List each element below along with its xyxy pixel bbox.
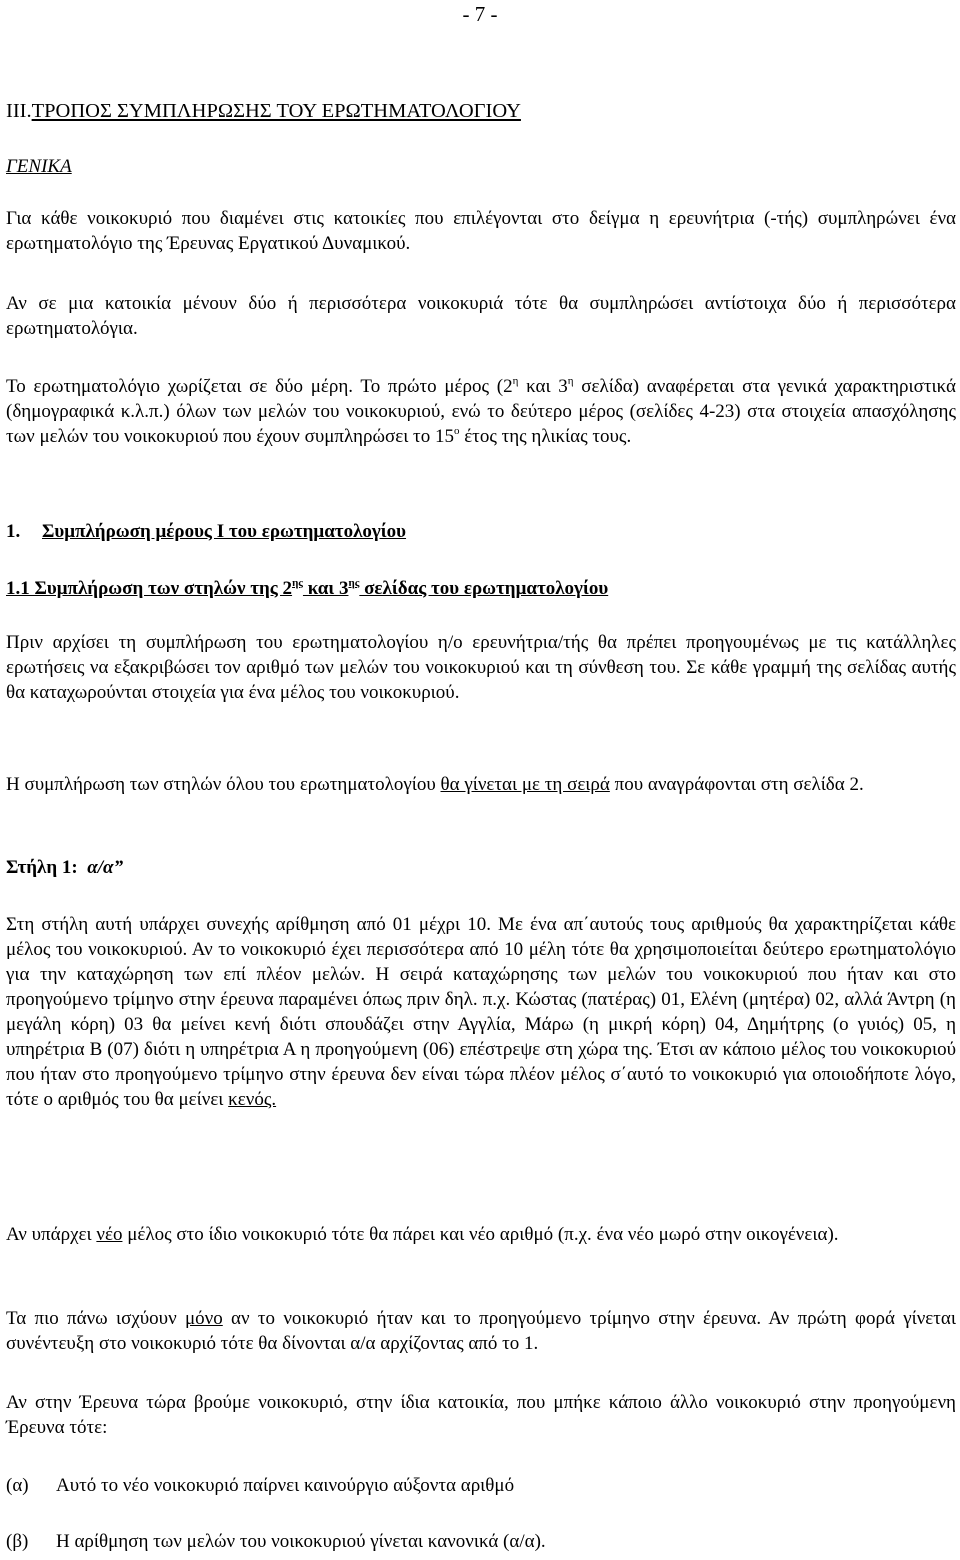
paragraph-intro: Για κάθε νοικοκυριό που διαμένει στις κατοικίες που επιλέγονται στο δείγμα η ερευνήτρια (-τής) συμπληρώνει ένα ερωτηματολόγιο της Έρευνας Εργατικού Δυναμικού.	[6, 208, 956, 254]
list-item: (β) Η αρίθμηση των μελών του νοικοκυριού γίνεται κανονικά (α/α).	[6, 1531, 546, 1552]
heading-columns-pages: 1.1 Συμπλήρωση των στηλών της $2^{\eta\varsigma}$ και $3^{\eta\varsigma}$ σελίδας του ερωτηματολογίου	[6, 576, 609, 599]
paragraph-before-completion: Πριν αρχίσει τη συμπλήρωση του ερωτηματολογίου η/ο ερευνήτρια/τής θα πρέπει προηγουμένως με τις κατάλληλες ερωτήσεις να εξακριβώσει τον αριθμό των μελών του νοικοκυριού και τη σύνθεση του. Σε κάθε γραμμή της σελίδας αυτής θα καταχωρούνται στοιχεία για ένα μέλος του νοικοκυριού.	[6, 632, 957, 703]
page-number: - 7 -	[462, 2, 498, 26]
section-title: ΤΡΟΠΟΣ ΣΥΜΠΛΗΡΩΣΗΣ ΤΟΥ ΕΡΩΤΗΜΑΤΟΛΟΓΙΟΥ	[31, 100, 521, 122]
section-heading	[6, 99, 956, 124]
paragraph-new-member: Αν υπάρχει νέο μέλος στο ίδιο νοικοκυριό τότε θα πάρει και νέο αριθμό (π.χ. ένα νέο μωρό στην οικογένεια).	[6, 1224, 839, 1245]
paragraph-multiple-households: Αν σε μια κατοικία μένουν δύο ή περισσότερα νοικοκυριά τότε θα συμπληρώσει αντίστοιχα δύο ή περισσότερα ερωτηματολόγια.	[6, 293, 956, 339]
column-one-heading: Στήλη 1: α/α”	[6, 857, 124, 878]
list-item: (α) Αυτό το νέο νοικοκυριό παίρνει καινούργιο αύξοντα αριθμό	[6, 1475, 515, 1496]
paragraph-numbering: Στη στήλη αυτή υπάρχει συνεχής αρίθμηση από 01 μέχρι 10. Με ένα απ΄αυτούς τους αριθμούς θα χαρακτηρίζεται κάθε μέλος του νοικοκυριού. Αν το νοικοκυριό έχει περισσότερα από 10 μέλη τότε θα χρησιμοποιείται δεύτερο ερωτηματολόγιο για την καταχώρηση των επί πλέον μελών. Η σειρά καταχώρησης των μελών του νοικοκυριού που ήταν και στο προηγούμενο τρίμηνο στην έρευνα παραμένει όπως πριν δηλ. π.χ. Κώστας (πατέρας) 01, Ελένη (μητέρα) 02, αλλά Άντρη (η μεγάλη κόρη) 03 θα μείνει κενή διότι σπουδάζει στην Αγγλία, Μάρω (η μικρή κόρη) 04, Δημήτρης (ο γυιός) 05, η υπηρέτρια Β (07) διότι η υπηρέτρια Α η προηγούμενη (06) επέστρεψε στη χώρα της. Έτσι αν κάποιο μέλος του νοικοκυριού που ήταν στο προηγούμενο τρίμηνο στην έρευνα δεν είναι τώρα πλέον μέλος σ΄αυτό το νοικοκυριό για οποιοδήποτε λόγο, τότε ο αριθμός του θα μείνει κενός.	[6, 914, 956, 1110]
heading-part-one: 1. Συμπλήρωση μέρους Ι του ερωτηματολογίου	[6, 521, 407, 542]
paragraph-questionnaire-parts: Το ερωτηματολόγιο χωρίζεται σε δύο μέρη. Το πρώτο μέρος ($2^\eta$ και $3^\eta$ σελίδα) αναφέρεται στα γενικά χαρακτηριστικά (δημογραφικά κ.λ.π.) όλων των μελών του νοικοκυριού, ενώ το δεύτερο μέρος (σελίδες 4-23) στα στοιχεία απασχόλησης των μελών του νοικοκυριού που έχουν συμπληρώσει το $15^o$ έτος της ηλικίας τους.	[6, 374, 956, 447]
paragraph-new-household: Αν στην Έρευνα τώρα βρούμε νοικοκυριό, στην ίδια κατοικία, που μπήκε κάποιο άλλο νοικοκυριό στην προηγούμενη Έρευνα τότε:	[6, 1392, 956, 1438]
paragraph-only-previous: Τα πιο πάνω ισχύουν μόνο αν το νοικοκυριό ήταν και το προηγούμενο τρίμηνο στην έρευνα. Αν πρώτη φορά γίνεται συνέντευξη στο νοικοκυριό τότε θα δίνονται α/α αρχίζοντας από το 1.	[6, 1308, 956, 1354]
section-number: III.	[6, 100, 32, 122]
general-heading: ΓΕΝΙΚΑ	[6, 156, 72, 177]
paragraph-order: Η συμπλήρωση των στηλών όλου του ερωτηματολογίου θα γίνεται με τη σειρά που αναγράφονται στη σελίδα 2.	[6, 774, 864, 795]
